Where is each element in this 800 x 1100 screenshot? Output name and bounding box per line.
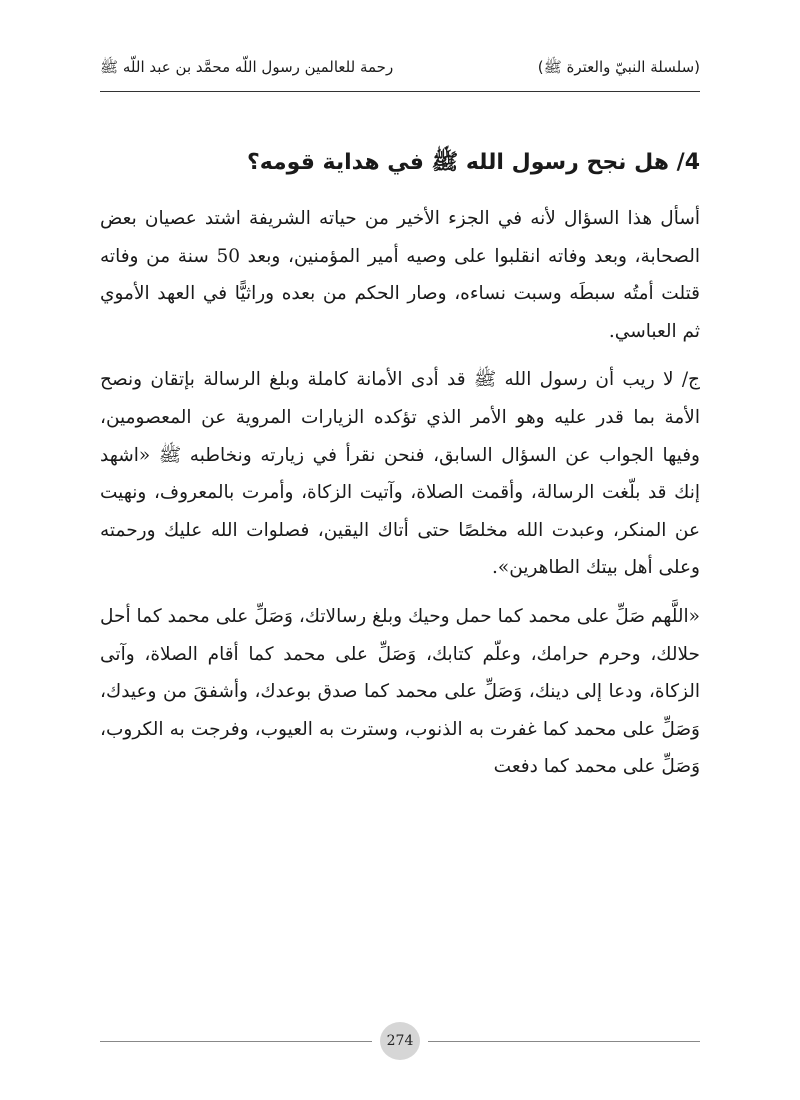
header-divider: [100, 91, 700, 92]
paragraph-ziyara: «اللَّهم صَلِّ على محمد كما حمل وحيك وبلغ رسالاتك، وَصَلِّ على محمد كما أحل حلالك، وحرم حرامك، وعلّم كتابك، وَصَلِّ على محمد كما أقام الصلاة، وآتى الزكاة، ودعا إلى دينك، وَصَلِّ على محمد كما صدق بوعدك، وأشفقَ من وعيدك، وَصَلِّ على محمد كما غفرت به الذنوب، وسترت به العيوب، وفرجت به الكروب، وَصَلِّ على محمد كما دفعت: [100, 605, 700, 778]
running-header: [100, 52, 700, 92]
page-footer: [100, 1022, 700, 1062]
footer-divider-right: [428, 1041, 700, 1042]
book-title: رحمة للعالمين رسول اللّه محمَّد بن عبد اللّه ﷺ: [100, 58, 394, 76]
section-heading: 4/ هل نجح رسول الله ﷺ في هداية قومه؟: [246, 150, 700, 175]
page-number: 274: [380, 1022, 420, 1060]
footer-divider-left: [100, 1041, 372, 1042]
series-title: (سلسلة النبيّ والعترة ﷺ): [537, 58, 700, 76]
paragraph-question: أسأل هذا السؤال لأنه في الجزء الأخير من حياته الشريفة اشتد عصيان بعض الصحابة، وبعد وفاته انقلبوا على وصيه أمير المؤمنين، وبعد 50 سنة من وفاته قتلت أمتُه سبطَه وسبت نساءه، وصار الحكم من بعده وراثيًّا في العهد الأموي ثم العباسي.: [100, 208, 700, 342]
paragraph-answer: ج/ لا ريب أن رسول الله ﷺ قد أدى الأمانة كاملة وبلغ الرسالة بإتقان ونصح الأمة بما قدر عليه وهو الأمر الذي تؤكده الزيارات المروية عن المعصومين، وفيها الجواب عن السؤال السابق، فنحن نقرأ في زيارته ونخاطبه ﷺ «اشهد إنك قد بلّغت الرسالة، وأقمت الصلاة، وآتيت الزكاة، وأمرت بالمعروف، ونهيت عن المنكر، وعبدت الله مخلصًا حتى أتاك اليقين، فصلوات الله عليك ورحمته وعلى أهل بيتك الطاهرين».: [100, 369, 700, 579]
body-text: [100, 200, 700, 797]
